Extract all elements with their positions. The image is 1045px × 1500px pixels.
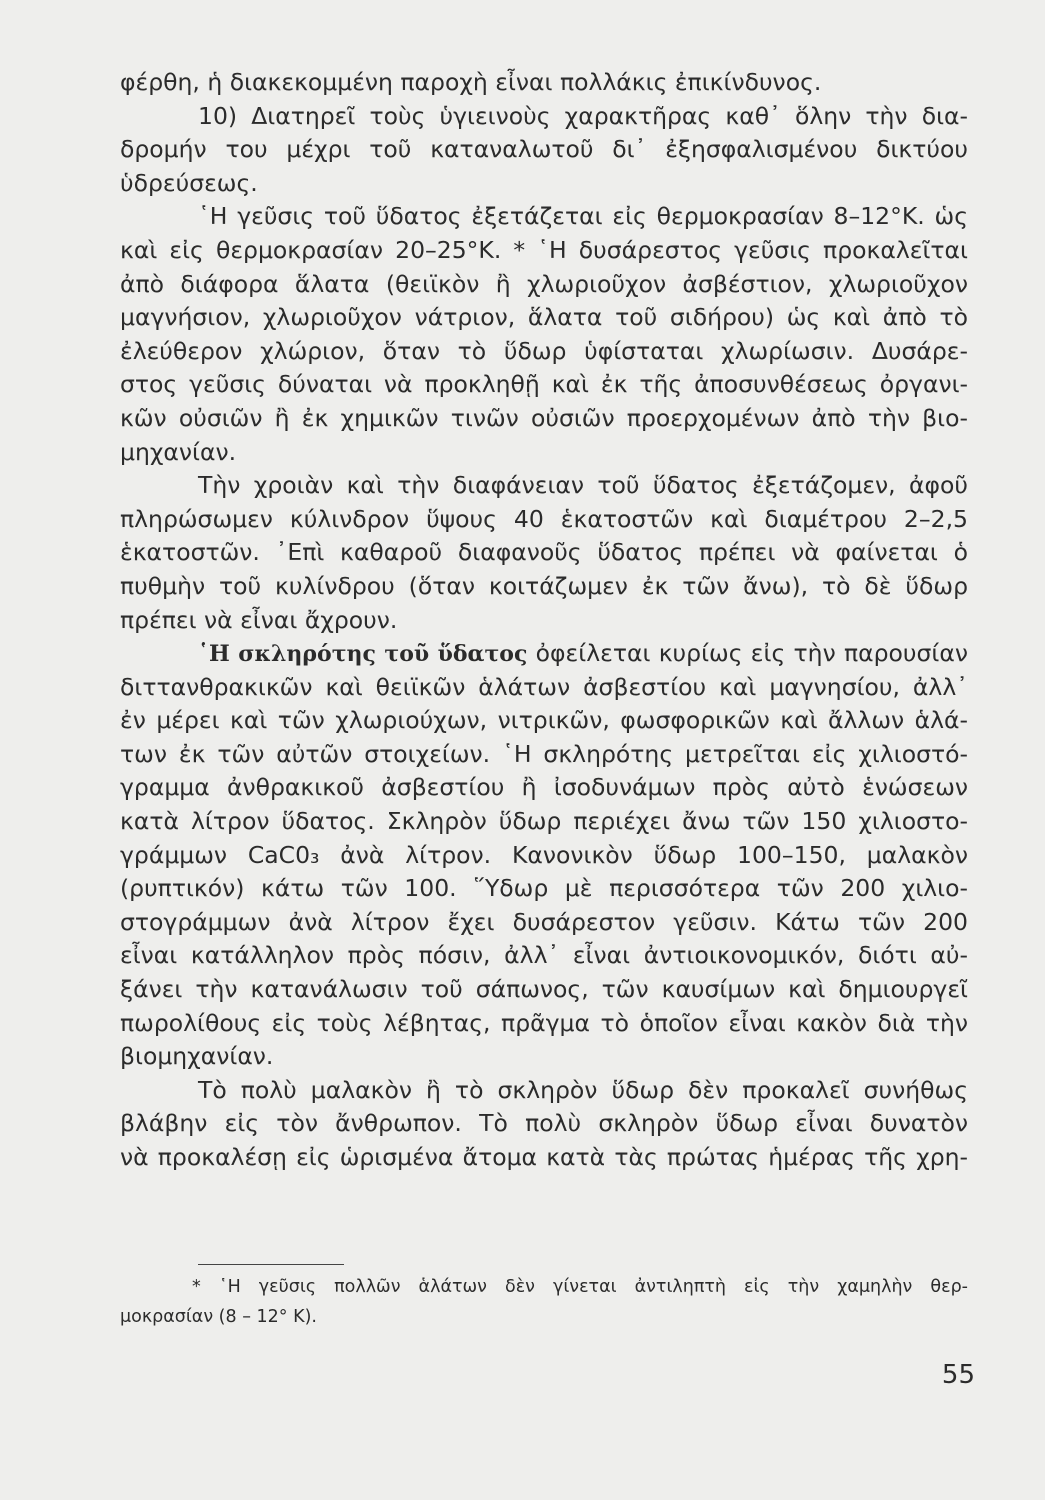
text-line: βιομηχανίαν. [120, 1042, 274, 1071]
footnote-line: * ῾Η γεῦσις πολλῶν ἁλάτων δὲν γίνεται ἀντιληπτὴ εἰς τὴν χαμηλὴν θερ- [192, 1277, 968, 1297]
text-line: πρέπει νὰ εἶναι ἄχρουν. [120, 605, 398, 634]
text-line: πληρώσωμεν κύλινδρον ὕψους 40 ἑκατοστῶν καὶ διαμέτρου 2–2,5 [120, 504, 968, 533]
text-line: κατὰ λίτρον ὕδατος. Σκληρὸν ὕδωρ περιέχει ἄνω τῶν 150 χιλιοστο- [120, 807, 968, 836]
page-number: 55 [941, 1360, 975, 1390]
text-line: στος γεῦσις δύναται νὰ προκληθῇ καὶ ἐκ τῆς ἀποσυνθέσεως ὀργανι- [120, 370, 968, 399]
body-text [120, 66, 968, 1175]
footnote-line: μοκρασίαν (8 – 12° Κ). [120, 1307, 317, 1327]
text-line: ἐν μέρει καὶ τῶν χλωριούχων, νιτρικῶν, φωσφορικῶν καὶ ἄλλων ἁλά- [120, 706, 968, 735]
footnote [120, 1272, 968, 1332]
text-line: των ἐκ τῶν αὐτῶν στοιχείων. ῾Η σκληρότης μετρεῖται εἰς χιλιοστό- [120, 739, 968, 768]
text-line: καὶ εἰς θερμοκρασίαν 20–25°Κ. * ῾Η δυσάρεστος γεῦσις προκαλεῖται [120, 235, 968, 264]
text-line: ξάνει τὴν κατανάλωσιν τοῦ σάπωνος, τῶν καυσίμων καὶ δημιουργεῖ [120, 975, 968, 1004]
text-line-with-heading [120, 637, 968, 671]
text-line: ὑδρεύσεως. [120, 168, 258, 197]
text-line: στογράμμων ἀνὰ λίτρον ἔχει δυσάρεστον γεῦσιν. Κάτω τῶν 200 [120, 907, 968, 936]
text-line: εἶναι κατάλληλον πρὸς πόσιν, ἀλλ᾽ εἶναι ἀντιοικονομικόν, διότι αὐ- [120, 941, 968, 970]
text-line: πωρολίθους εἰς τοὺς λέβητας, πρᾶγμα τὸ ὁποῖον εἶναι κακὸν διὰ τὴν [120, 1008, 968, 1037]
text-line: γραμμα ἀνθρακικοῦ ἀσβεστίου ἢ ἰσοδυνάμων πρὸς αὐτὸ ἑνώσεων [120, 773, 968, 802]
text-line: πυθμὴν τοῦ κυλίνδρου (ὅταν κοιτάζωμεν ἐκ τῶν ἄνω), τὸ δὲ ὕδωρ [120, 571, 968, 600]
text-line: ἑκατοστῶν. ᾿Επὶ καθαροῦ διαφανοῦς ὕδατος πρέπει νὰ φαίνεται ὁ [120, 538, 968, 567]
text-line: Τὴν χροιὰν καὶ τὴν διαφάνειαν τοῦ ὕδατος ἐξετάζομεν, ἀφοῦ [198, 471, 968, 500]
text-line: γράμμων CaC0₃ ἀνὰ λίτρον. Κανονικὸν ὕδωρ 100–150, μαλακὸν [120, 840, 968, 869]
text-line: νὰ προκαλέσῃ εἰς ὡρισμένα ἄτομα κατὰ τὰς πρώτας ἡμέρας τῆς χρη- [120, 1143, 968, 1171]
text-line: ἐλεύθερον χλώριον, ὅταν τὸ ὕδωρ ὑφίσταται χλωρίωσιν. Δυσάρε- [120, 336, 968, 365]
text-line: φέρθη, ἡ διακεκομμένη παροχὴ εἶναι πολλάκις ἐπικίνδυνος. [120, 68, 822, 96]
text-line: 10) Διατηρεῖ τοὺς ὑγιεινοὺς χαρακτῆρας καθ᾽ ὅλην τὴν δια- [198, 101, 968, 130]
text-line: ῾Η γεῦσις τοῦ ὕδατος ἐξετάζεται εἰς θερμοκρασίαν 8–12°Κ. ὡς [198, 202, 968, 231]
text-line: μαγνήσιον, χλωριοῦχον νάτριον, ἅλατα τοῦ σιδήρου) ὡς καὶ ἀπὸ τὸ [120, 303, 968, 332]
text-line: κῶν οὐσιῶν ἢ ἐκ χημικῶν τινῶν οὐσιῶν προερχομένων ἀπὸ τὴν βιο- [120, 403, 968, 432]
bold-heading: ῾Η σκληρότης τοῦ ὕδατος [198, 641, 528, 668]
text-line: βλάβην εἰς τὸν ἄνθρωπον. Τὸ πολὺ σκληρὸν ὕδωρ εἶναι δυνατὸν [120, 1109, 968, 1138]
text-line: διττανθρακικῶν καὶ θειϊκῶν ἁλάτων ἀσβεστίου καὶ μαγνησίου, ἀλλ᾽ [120, 672, 968, 701]
text-line: (ρυπτικόν) κάτω τῶν 100. ῞Υδωρ μὲ περισσότερα τῶν 200 χιλιο- [120, 874, 968, 903]
text-line: δρομήν του μέχρι τοῦ καταναλωτοῦ δι᾽ ἐξησφαλισμένου δικτύου [120, 135, 968, 164]
text-line: ἀπὸ διάφορα ἅλατα (θειϊκὸν ἢ χλωριοῦχον ἀσβέστιον, χλωριοῦχον [120, 269, 968, 298]
text-line: Τὸ πολὺ μαλακὸν ἢ τὸ σκληρὸν ὕδωρ δὲν προκαλεῖ συνήθως [198, 1075, 968, 1104]
footnote-divider [198, 1264, 344, 1265]
heading-continuation: ὀφείλεται κυρίως εἰς τὴν παρουσίαν [535, 639, 968, 668]
text-line: μηχανίαν. [120, 437, 237, 466]
